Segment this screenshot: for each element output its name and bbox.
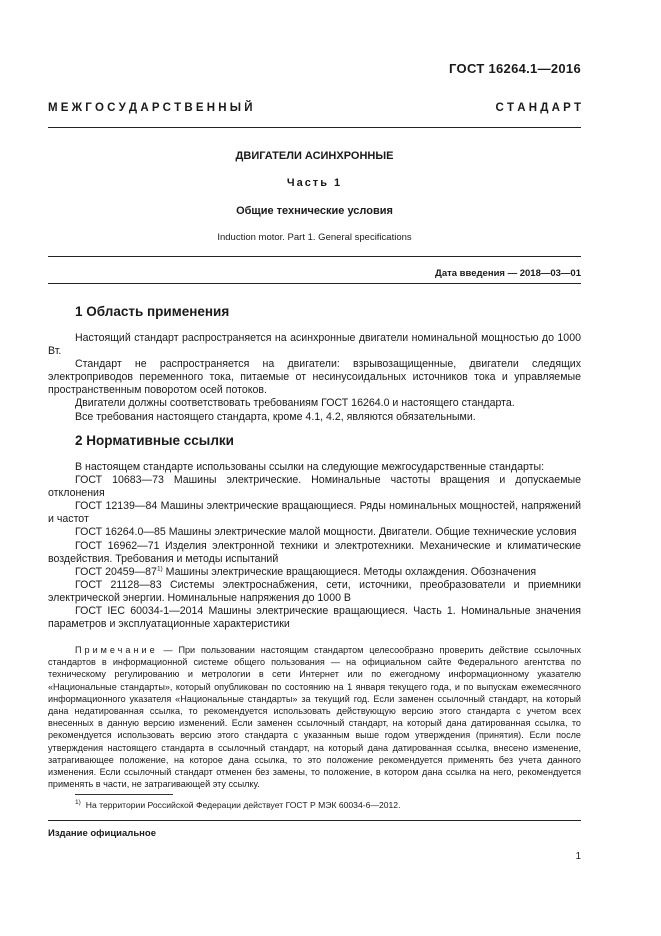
standard-type-banner <box>48 102 581 114</box>
document-id: ГОСТ 16264.1—2016 <box>449 61 581 76</box>
footnote <box>75 800 400 810</box>
references-intro: В настоящем стандарте использованы ссылки на следующие межгосударственные стандарты: <box>75 461 545 473</box>
footnote-marker: 1) <box>156 565 163 573</box>
reference-code: ГОСТ 20459—87 <box>75 565 157 578</box>
footer-rule <box>48 820 581 821</box>
reference-item: ГОСТ 16962—71 Изделия электронной техники и электротехники. Механические и климатические воздействия. Требования и методы испытаний <box>48 539 581 565</box>
note-paragraph <box>48 644 581 790</box>
banner-right-text: С Т А Н Д А Р Т <box>495 102 581 114</box>
reference-item: ГОСТ 16264.0—85 Машины электрические малой мощности. Двигатели. Общие технические условия <box>75 526 577 539</box>
paragraph: Двигатели должны соответствовать требованиям ГОСТ 16264.0 и настоящего стандарта. <box>75 397 515 410</box>
reference-item: ГОСТ 12139—84 Машины электрические вращающиеся. Ряды номинальных мощностей, напряжений и частот <box>48 500 581 526</box>
reference-text: Машины электрические вращающиеся. Методы охлаждения. Обозначения <box>162 565 537 578</box>
paragraph: Стандарт не распространяется на двигатели: взрывозащищенные, двигатели следящих электроприводов переменного тока, питаемые от несинусоидальных источников тока и управляемые пространственным поворотом осей потоков. <box>48 358 581 397</box>
banner-rule <box>48 127 581 128</box>
document-subtitle: Общие технические условия <box>236 205 393 217</box>
document-part: Часть 1 <box>286 177 343 189</box>
date-rule <box>48 283 581 284</box>
document-title: ДВИГАТЕЛИ АСИНХРОННЫЕ <box>235 150 394 162</box>
introduction-date: Дата введения — 2018—03—01 <box>435 268 581 279</box>
section-2-body <box>48 461 581 631</box>
edition-label: Издание официальное <box>48 828 156 839</box>
reference-item: ГОСТ 10683—73 Машины электрические. Номинальные частоты вращения и допускаемые отклонения <box>48 474 581 500</box>
footnote-mark: 1) <box>75 799 81 807</box>
section-1-heading: 1 Область применения <box>75 304 230 319</box>
reference-item: ГОСТ 21128—83 Системы электроснабжения, сети, источники, преобразователи и приемники электрической энергии. Номинальные напряжения до 1000 В <box>48 578 581 604</box>
reference-item-footnoted <box>48 566 581 579</box>
banner-left-text: М Е Ж Г О С У Д А Р С Т В Е Н Н Ы Й <box>48 102 253 114</box>
paragraph: Настоящий стандарт распространяется на асинхронные двигатели номинальной мощностью до 1000 Вт. <box>48 332 581 358</box>
note-block <box>48 644 581 790</box>
title-rule <box>48 256 581 257</box>
english-title: Induction motor. Part 1. General specifications <box>217 232 412 243</box>
note-text: — При пользовании настоящим стандартом целесообразно проверить действие ссылочных стандартов в информационной системе общего пользования — на официальном сайте Федерального агентства по техническому регулированию и метрологии в сети Интернет или по ежегодному информационному указателю «Национальные стандарты», который опубликован по состоянию на 1 января текущего года, и по выпускам ежемесячного информационного указателя «Национальные стандарты» за текущий год. Если заменен ссылочный стандарт, на который дана недатированная ссылка, то рекомендуется использовать действующую версию этого стандарта с учетом всех внесенных в данную версию изменений. Если заменен ссылочный стандарт, на который дана датированная ссылка, то рекомендуется использовать версию этого стандарта с указанным выше годом утверждения (принятия). Если после утверждения настоящего стандарта в ссылочный стандарт, на который дана датированная ссылка, внесено изменение, затрагивающее положение, на которое дана ссылка, то это положение рекомендуется применять без учета данного изменения. Если ссылочный стандарт отменен без замены, то положение, в котором дана ссылка на него, рекомендуется применять в части, не затрагивающей эту ссылку. <box>48 645 581 790</box>
paragraph: Все требования настоящего стандарта, кроме 4.1, 4.2, являются обязательными. <box>75 410 476 423</box>
page-number: 1 <box>575 851 581 862</box>
reference-item: ГОСТ IEC 60034-1—2014 Машины электрические вращающиеся. Часть 1. Номинальные значения параметров и эксплуатационные характеристики <box>48 605 581 631</box>
footnote-text: На территории Российской Федерации действует ГОСТ Р МЭК 60034-6—2012. <box>85 800 401 810</box>
section-1-body <box>48 332 581 424</box>
note-label: Примечание <box>75 645 158 655</box>
footnote-separator <box>75 794 173 795</box>
section-2-heading: 2 Нормативные ссылки <box>75 433 234 448</box>
